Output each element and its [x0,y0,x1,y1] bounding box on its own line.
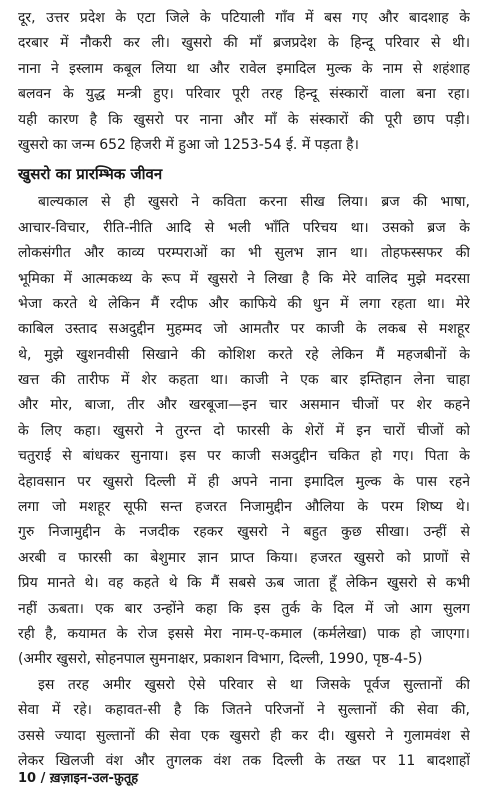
text-line: रही है, कयामत के रोज इससे मेरा नाम-ए-कमाल (कर्मलेखा) पाक हो जाएगा। [18,625,470,642]
text-line: और मोर, बाजा, तीर और खरबूजा—इन चार असमान चीजों पर शेर कहने [18,397,470,414]
section-paragraph [18,190,470,672]
text-line: लगा जो मशहूर सूफी सन्त हजरत निजामुद्दीन औलिया के परम शिष्य थे। [18,499,470,516]
text-line: थे, मुझे खुशनवीसी सिखाने की कोशिश करते रहे लेकिन मैं महजबीनों के [18,346,470,363]
text-line: दरबार में नौकरी कर ली। खुसरो की माँ ब्रजप्रदेश के हिन्दू परिवार से थी। [18,35,470,52]
text-line: भूमिका में आत्मकथ्य के रूप में खुसरो ने लिखा है कि मेरे वालिद मुझे मदरसा [18,270,470,287]
text-line: नहीं ऊबता। एक बार उन्होंने कहा कि इस तुर्क के दिल में जो आग सुलग [18,600,470,617]
text-line: उससे ज्यादा सुल्तानों की सेवा एक खुसरो ही कर दी। खुसरो ने गुलामवंश से [18,727,470,744]
text-line: सेवा में रहे। कहावत-सी है कि जितने परिजनों ने सुल्तानों की सेवा की, [18,702,470,719]
text-line: बाल्यकाल से ही खुसरो ने कविता करना सीख लिया। ब्रज की भाषा, [38,194,470,211]
text-line: बलवन के युद्ध मन्त्री हुए। परिवार पूरी तरह हिन्दू संस्कारों वाला बना रहा। [18,86,470,103]
text-line: नाना ने इस्लाम कबूल लिया था और रावेल इमादिल मुल्क के नाम से शहंशाह [18,60,470,77]
text-line: प्रिय मानते थे। वह कहते थे कि मैं सबसे ऊब जाता हूँ लेकिन खुसरो से कभी [18,575,470,592]
closing-paragraph [18,673,470,775]
page-content [18,6,470,774]
text-line: के लिए कहा। खुसरो ने तुरन्त दो फारसी के शेरों में इन चारों चीजों को [18,422,470,439]
text-line: भेजा करते थे लेकिन मैं रदीफ और काफिये की धुन में लगा रहता था। मेरे [18,295,470,312]
text-line: देहावसान पर खुसरो दिल्ली में ही अपने नाना इमादिल मुल्क के पास रहने [18,473,470,490]
text-line: गुरु निजामुद्दीन के नजदीक रहकर खुसरो ने बहुत कुछ सीखा। उन्हीं से [18,524,470,541]
intro-paragraph [18,6,470,158]
text-line: चतुराई से बांधकर सुनाया। इस पर काजी सअदुद्दीन चकित हो गए। पिता के [18,448,470,465]
text-line: आचार-विचार, रीति-नीति आदि से भली भाँति परिचय था। उसको ब्रज के [18,219,470,236]
section-heading: खुसरो का प्रारम्भिक जीवन [18,165,163,184]
text-line: खत्त की तारीफ में शेर कहता था। काजी ने एक बार इम्तिहान लेना चाहा [18,372,470,389]
text-line: काबिल उस्ताद सअदुद्दीन मुहम्मद जो आमतौर पर काजी के लकब से मशहूर [18,321,470,338]
text-line: इस तरह अमीर खुसरो ऐसे परिवार से था जिसके पूर्वज सुल्तानों की [38,676,470,693]
text-line: लोकसंगीत और काव्य परम्पराओं का भी सुलभ ज्ञान था। तोहफस्सफर की [18,245,470,262]
text-line: दूर, उत्तर प्रदेश के एटा जिले के पटियाली गाँव में बस गए और बादशाह के [18,10,470,26]
page-footer: 10 / ख़ज़ाइन-उल-फ़ुतूह [18,771,139,786]
text-line: अरबी व फारसी का बेशुमार ज्ञान प्राप्त किया। हजरत खुसरो को प्राणों से [18,549,470,566]
text-line: यही कारण है कि खुसरो पर नाना और माँ के संस्कारों की पूरी छाप पड़ी। [18,111,470,128]
citation-line: (अमीर खुसरो, सोहनपाल सुमनाक्षर, प्रकाशन विभाग, दिल्ली, 1990, पृष्ठ-4-5) [18,651,423,668]
text-line: खुसरो का जन्म 652 हिजरी में हुआ जो 1253-54 ई. में पड़ता है। [18,136,359,153]
text-line: लेकर खिलजी वंश और तुगलक वंश तक दिल्ली के तख्त पर 11 बादशाहों [18,752,470,769]
